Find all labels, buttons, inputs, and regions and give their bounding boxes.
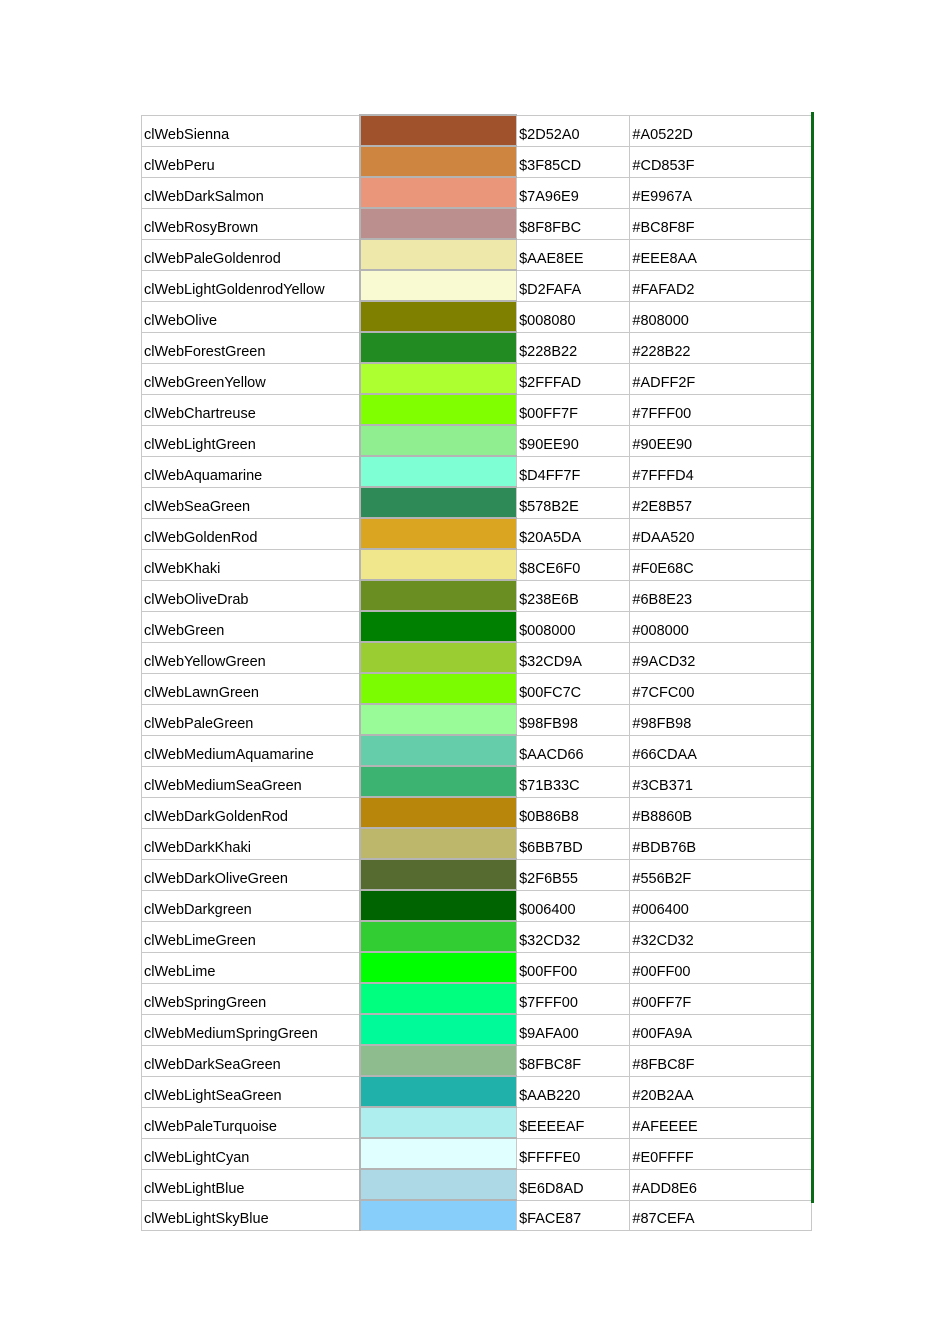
color-name-cell <box>142 1076 360 1107</box>
color-name: clWebMediumSeaGreen <box>144 777 302 794</box>
color-name-cell <box>142 797 360 828</box>
html-hex-cell <box>630 704 812 735</box>
delphi-hex-cell <box>517 301 630 332</box>
html-hex-cell <box>630 952 812 983</box>
color-name-cell <box>142 828 360 859</box>
delphi-hex-value: $238E6B <box>519 591 579 608</box>
color-name: clWebDarkGoldenRod <box>144 808 288 825</box>
color-swatch <box>360 704 517 735</box>
delphi-hex-value: $3F85CD <box>519 157 582 174</box>
html-hex-value: #2E8B57 <box>632 498 693 515</box>
html-hex-cell <box>630 1107 812 1138</box>
color-swatch <box>360 1014 517 1045</box>
color-name: clWebLightGoldenrodYellow <box>144 281 325 298</box>
html-hex-value: #7FFF00 <box>632 405 692 422</box>
color-swatch <box>360 270 517 301</box>
table-row <box>142 828 812 859</box>
table-row <box>142 208 812 239</box>
html-hex-value: #90EE90 <box>632 436 693 453</box>
color-name: clWebPaleGoldenrod <box>144 250 281 267</box>
html-hex-cell <box>630 270 812 301</box>
color-name-cell <box>142 766 360 797</box>
delphi-hex-value: $D4FF7F <box>519 467 581 484</box>
delphi-hex-value: $228B22 <box>519 343 578 360</box>
delphi-hex-value: $8CE6F0 <box>519 560 581 577</box>
html-hex-value: #32CD32 <box>632 932 694 949</box>
color-name-cell <box>142 487 360 518</box>
color-name: clWebLightGreen <box>144 436 256 453</box>
color-name: clWebDarkKhaki <box>144 839 251 856</box>
color-swatch <box>360 301 517 332</box>
html-hex-cell <box>630 890 812 921</box>
delphi-hex-cell <box>517 1014 630 1045</box>
html-hex-cell <box>630 301 812 332</box>
html-hex-value: #ADFF2F <box>632 374 696 391</box>
table-row <box>142 518 812 549</box>
delphi-hex-value: $98FB98 <box>519 715 578 732</box>
delphi-hex-value: $9AFA00 <box>519 1025 579 1042</box>
color-name-cell <box>142 301 360 332</box>
color-name-cell <box>142 1138 360 1169</box>
delphi-hex-cell <box>517 766 630 797</box>
color-table-body <box>142 115 812 1231</box>
table-row <box>142 363 812 394</box>
color-swatch <box>360 456 517 487</box>
color-swatch <box>360 549 517 580</box>
delphi-hex-cell <box>517 859 630 890</box>
html-hex-value: #556B2F <box>632 870 692 887</box>
table-row <box>142 1138 812 1169</box>
html-hex-value: #AFEEEE <box>632 1118 698 1135</box>
color-name-cell <box>142 518 360 549</box>
table-row <box>142 921 812 952</box>
html-hex-cell <box>630 1138 812 1169</box>
color-name: clWebGreenYellow <box>144 374 266 391</box>
color-swatch <box>360 766 517 797</box>
delphi-hex-cell <box>517 456 630 487</box>
table-row <box>142 394 812 425</box>
table-row <box>142 704 812 735</box>
table-row <box>142 797 812 828</box>
table-row <box>142 983 812 1014</box>
html-hex-cell <box>630 487 812 518</box>
table-row <box>142 1169 812 1200</box>
html-hex-value: #3CB371 <box>632 777 693 794</box>
color-swatch <box>360 797 517 828</box>
html-hex-value: #BC8F8F <box>632 219 695 236</box>
color-swatch <box>360 642 517 673</box>
html-hex-cell <box>630 456 812 487</box>
table-row <box>142 270 812 301</box>
color-swatch <box>360 1138 517 1169</box>
delphi-hex-value: $0B86B8 <box>519 808 579 825</box>
delphi-hex-cell <box>517 611 630 642</box>
html-hex-value: #7CFC00 <box>632 684 695 701</box>
delphi-hex-cell <box>517 735 630 766</box>
color-name: clWebOlive <box>144 312 218 329</box>
delphi-hex-value: $32CD32 <box>519 932 581 949</box>
delphi-hex-value: $2FFFAD <box>519 374 582 391</box>
color-swatch <box>360 952 517 983</box>
color-name-cell <box>142 332 360 363</box>
delphi-hex-value: $00FC7C <box>519 684 582 701</box>
html-hex-cell <box>630 115 812 146</box>
html-hex-value: #00FF00 <box>632 963 691 980</box>
delphi-hex-value: $578B2E <box>519 498 579 515</box>
delphi-hex-value: $8F8FBC <box>519 219 582 236</box>
color-name: clWebLightSeaGreen <box>144 1087 282 1104</box>
color-swatch <box>360 363 517 394</box>
color-swatch <box>360 890 517 921</box>
delphi-hex-value: $EEEEAF <box>519 1118 585 1135</box>
delphi-hex-value: $E6D8AD <box>519 1180 584 1197</box>
delphi-hex-value: $FACE87 <box>519 1211 582 1227</box>
color-name-cell <box>142 1107 360 1138</box>
color-name-cell <box>142 549 360 580</box>
table-row <box>142 611 812 642</box>
html-hex-cell <box>630 394 812 425</box>
color-name: clWebDarkOliveGreen <box>144 870 288 887</box>
html-hex-cell <box>630 828 812 859</box>
delphi-hex-cell <box>517 1045 630 1076</box>
html-hex-value: #808000 <box>632 312 689 329</box>
table-row <box>142 549 812 580</box>
html-hex-value: #228B22 <box>632 343 691 360</box>
html-hex-value: #66CDAA <box>632 746 697 763</box>
color-swatch <box>360 921 517 952</box>
html-hex-value: #008000 <box>632 622 689 639</box>
table-row <box>142 952 812 983</box>
table-row <box>142 425 812 456</box>
delphi-hex-cell <box>517 1107 630 1138</box>
color-name-cell <box>142 890 360 921</box>
html-hex-value: #006400 <box>632 901 689 918</box>
color-name-cell <box>142 456 360 487</box>
color-swatch <box>360 580 517 611</box>
color-name-cell <box>142 735 360 766</box>
delphi-hex-cell <box>517 580 630 611</box>
table-row <box>142 301 812 332</box>
html-hex-cell <box>630 425 812 456</box>
color-swatch <box>360 425 517 456</box>
table-row <box>142 1045 812 1076</box>
table-row <box>142 115 812 146</box>
delphi-hex-value: $8FBC8F <box>519 1056 582 1073</box>
table-row <box>142 859 812 890</box>
html-hex-cell <box>630 642 812 673</box>
html-hex-value: #6B8E23 <box>632 591 693 608</box>
delphi-hex-cell <box>517 487 630 518</box>
delphi-hex-value: $006400 <box>519 901 576 918</box>
delphi-hex-cell <box>517 704 630 735</box>
html-hex-value: #BDB76B <box>632 839 697 856</box>
color-swatch <box>360 828 517 859</box>
delphi-hex-cell <box>517 642 630 673</box>
color-name: clWebMediumAquamarine <box>144 746 314 763</box>
color-name: clWebKhaki <box>144 560 221 577</box>
color-name-cell <box>142 270 360 301</box>
table-row <box>142 766 812 797</box>
html-hex-cell <box>630 208 812 239</box>
color-name-cell <box>142 1169 360 1200</box>
color-name: clWebLightCyan <box>144 1149 250 1166</box>
html-hex-cell <box>630 797 812 828</box>
color-name-cell <box>142 239 360 270</box>
html-hex-value: #9ACD32 <box>632 653 696 670</box>
html-hex-value: #CD853F <box>632 157 695 174</box>
delphi-hex-cell <box>517 425 630 456</box>
color-name: clWebDarkSalmon <box>144 188 264 205</box>
color-name-cell <box>142 425 360 456</box>
color-name: clWebLawnGreen <box>144 684 259 701</box>
delphi-hex-value: $20A5DA <box>519 529 582 546</box>
delphi-hex-value: $AAB220 <box>519 1087 581 1104</box>
color-name: clWebAquamarine <box>144 467 263 484</box>
delphi-hex-cell <box>517 1138 630 1169</box>
html-hex-value: #98FB98 <box>632 715 692 732</box>
color-name: clWebPaleTurquoise <box>144 1118 277 1135</box>
color-swatch <box>360 611 517 642</box>
delphi-hex-value: $7A96E9 <box>519 188 579 205</box>
color-name: clWebDarkSeaGreen <box>144 1056 281 1073</box>
delphi-hex-cell <box>517 983 630 1014</box>
color-name: clWebGoldenRod <box>144 529 258 546</box>
color-name-cell <box>142 859 360 890</box>
color-name-cell <box>142 1014 360 1045</box>
html-hex-cell <box>630 1200 812 1231</box>
color-name-cell <box>142 642 360 673</box>
color-name-cell <box>142 177 360 208</box>
delphi-hex-cell <box>517 363 630 394</box>
color-name-cell <box>142 115 360 146</box>
delphi-hex-cell <box>517 1169 630 1200</box>
color-name: clWebYellowGreen <box>144 653 266 670</box>
color-name-cell <box>142 146 360 177</box>
color-name: clWebLightBlue <box>144 1180 245 1197</box>
html-hex-value: #00FA9A <box>632 1025 693 1042</box>
color-swatch <box>360 115 517 146</box>
delphi-hex-value: $D2FAFA <box>519 281 582 298</box>
color-name-cell <box>142 952 360 983</box>
color-name-cell <box>142 704 360 735</box>
delphi-hex-cell <box>517 797 630 828</box>
color-name: clWebLime <box>144 963 216 980</box>
color-swatch <box>360 735 517 766</box>
color-swatch <box>360 177 517 208</box>
color-name-cell <box>142 208 360 239</box>
color-name-cell <box>142 1045 360 1076</box>
delphi-hex-value: $90EE90 <box>519 436 579 453</box>
table-row <box>142 890 812 921</box>
html-hex-cell <box>630 177 812 208</box>
color-name: clWebPeru <box>144 157 215 174</box>
color-name: clWebForestGreen <box>144 343 266 360</box>
color-name: clWebLightSkyBlue <box>144 1211 269 1227</box>
table-row <box>142 673 812 704</box>
color-name-cell <box>142 673 360 704</box>
table-row <box>142 239 812 270</box>
html-hex-value: #F0E68C <box>632 560 694 577</box>
delphi-hex-cell <box>517 673 630 704</box>
color-swatch <box>360 394 517 425</box>
html-hex-value: #00FF7F <box>632 994 692 1011</box>
html-hex-value: #DAA520 <box>632 529 695 546</box>
html-hex-cell <box>630 859 812 890</box>
delphi-hex-cell <box>517 518 630 549</box>
html-hex-cell <box>630 146 812 177</box>
html-hex-cell <box>630 921 812 952</box>
delphi-hex-value: $32CD9A <box>519 653 582 670</box>
delphi-hex-value: $008080 <box>519 312 576 329</box>
delphi-hex-cell <box>517 208 630 239</box>
delphi-hex-value: $7FFF00 <box>519 994 578 1011</box>
delphi-hex-value: $71B33C <box>519 777 580 794</box>
delphi-hex-cell <box>517 1200 630 1231</box>
html-hex-cell <box>630 1014 812 1045</box>
delphi-hex-value: $2D52A0 <box>519 126 580 143</box>
delphi-hex-cell <box>517 549 630 580</box>
html-hex-value: #B8860B <box>632 808 693 825</box>
color-swatch <box>360 1076 517 1107</box>
color-name-cell <box>142 580 360 611</box>
delphi-hex-cell <box>517 332 630 363</box>
html-hex-cell <box>630 363 812 394</box>
delphi-hex-cell <box>517 921 630 952</box>
html-hex-value: #E0FFFF <box>632 1149 694 1166</box>
color-swatch <box>360 332 517 363</box>
color-name: clWebLimeGreen <box>144 932 256 949</box>
table-right-rule <box>811 112 814 1203</box>
color-swatch <box>360 239 517 270</box>
web-color-table <box>141 114 812 1231</box>
table-row <box>142 332 812 363</box>
table-row <box>142 1107 812 1138</box>
color-name: clWebSeaGreen <box>144 498 251 515</box>
delphi-hex-cell <box>517 828 630 859</box>
table-row <box>142 642 812 673</box>
color-name: clWebDarkgreen <box>144 901 252 918</box>
color-name: clWebMediumSpringGreen <box>144 1025 318 1042</box>
table-row <box>142 1200 812 1231</box>
color-name-cell <box>142 394 360 425</box>
delphi-hex-cell <box>517 890 630 921</box>
html-hex-value: #FAFAD2 <box>632 281 695 298</box>
color-swatch <box>360 983 517 1014</box>
color-name-cell <box>142 611 360 642</box>
html-hex-cell <box>630 580 812 611</box>
delphi-hex-cell <box>517 177 630 208</box>
html-hex-value: #20B2AA <box>632 1087 694 1104</box>
html-hex-cell <box>630 766 812 797</box>
delphi-hex-value: $AAE8EE <box>519 250 584 267</box>
color-name: clWebSienna <box>144 126 230 143</box>
color-name: clWebOliveDrab <box>144 591 249 608</box>
color-swatch <box>360 146 517 177</box>
html-hex-cell <box>630 673 812 704</box>
color-swatch <box>360 1107 517 1138</box>
table-row <box>142 456 812 487</box>
table-row <box>142 146 812 177</box>
color-name-cell <box>142 1200 360 1231</box>
color-name: clWebGreen <box>144 622 225 639</box>
html-hex-cell <box>630 239 812 270</box>
delphi-hex-value: $00FF00 <box>519 963 578 980</box>
html-hex-cell <box>630 1045 812 1076</box>
html-hex-cell <box>630 549 812 580</box>
color-swatch <box>360 1169 517 1200</box>
html-hex-cell <box>630 518 812 549</box>
delphi-hex-value: $AACD66 <box>519 746 584 763</box>
delphi-hex-value: $008000 <box>519 622 576 639</box>
html-hex-cell <box>630 983 812 1014</box>
color-name-cell <box>142 921 360 952</box>
color-name: clWebSpringGreen <box>144 994 267 1011</box>
html-hex-value: #8FBC8F <box>632 1056 695 1073</box>
table-row <box>142 487 812 518</box>
color-name: clWebChartreuse <box>144 405 256 422</box>
color-swatch <box>360 673 517 704</box>
html-hex-cell <box>630 1169 812 1200</box>
html-hex-cell <box>630 735 812 766</box>
delphi-hex-cell <box>517 146 630 177</box>
delphi-hex-cell <box>517 270 630 301</box>
html-hex-cell <box>630 332 812 363</box>
delphi-hex-cell <box>517 239 630 270</box>
table-row <box>142 735 812 766</box>
color-swatch <box>360 208 517 239</box>
delphi-hex-cell <box>517 394 630 425</box>
delphi-hex-value: $2F6B55 <box>519 870 578 887</box>
color-name-cell <box>142 983 360 1014</box>
delphi-hex-cell <box>517 952 630 983</box>
color-name: clWebRosyBrown <box>144 219 259 236</box>
html-hex-value: #A0522D <box>632 126 693 143</box>
table-row <box>142 1076 812 1107</box>
color-name-cell <box>142 363 360 394</box>
table-row <box>142 177 812 208</box>
color-swatch <box>360 1045 517 1076</box>
table-row <box>142 580 812 611</box>
delphi-hex-value: $00FF7F <box>519 405 578 422</box>
html-hex-cell <box>630 611 812 642</box>
delphi-hex-cell <box>517 1076 630 1107</box>
color-swatch <box>360 859 517 890</box>
html-hex-value: #E9967A <box>632 188 693 205</box>
delphi-hex-value: $6BB7BD <box>519 839 583 856</box>
color-swatch <box>360 487 517 518</box>
html-hex-value: #87CEFA <box>632 1211 695 1227</box>
delphi-hex-cell <box>517 115 630 146</box>
delphi-hex-value: $FFFFE0 <box>519 1149 581 1166</box>
html-hex-value: #ADD8E6 <box>632 1180 697 1197</box>
color-swatch <box>360 518 517 549</box>
table-row <box>142 1014 812 1045</box>
html-hex-value: #7FFFD4 <box>632 467 694 484</box>
color-swatch <box>360 1200 517 1231</box>
color-name: clWebPaleGreen <box>144 715 254 732</box>
html-hex-value: #EEE8AA <box>632 250 697 267</box>
html-hex-cell <box>630 1076 812 1107</box>
